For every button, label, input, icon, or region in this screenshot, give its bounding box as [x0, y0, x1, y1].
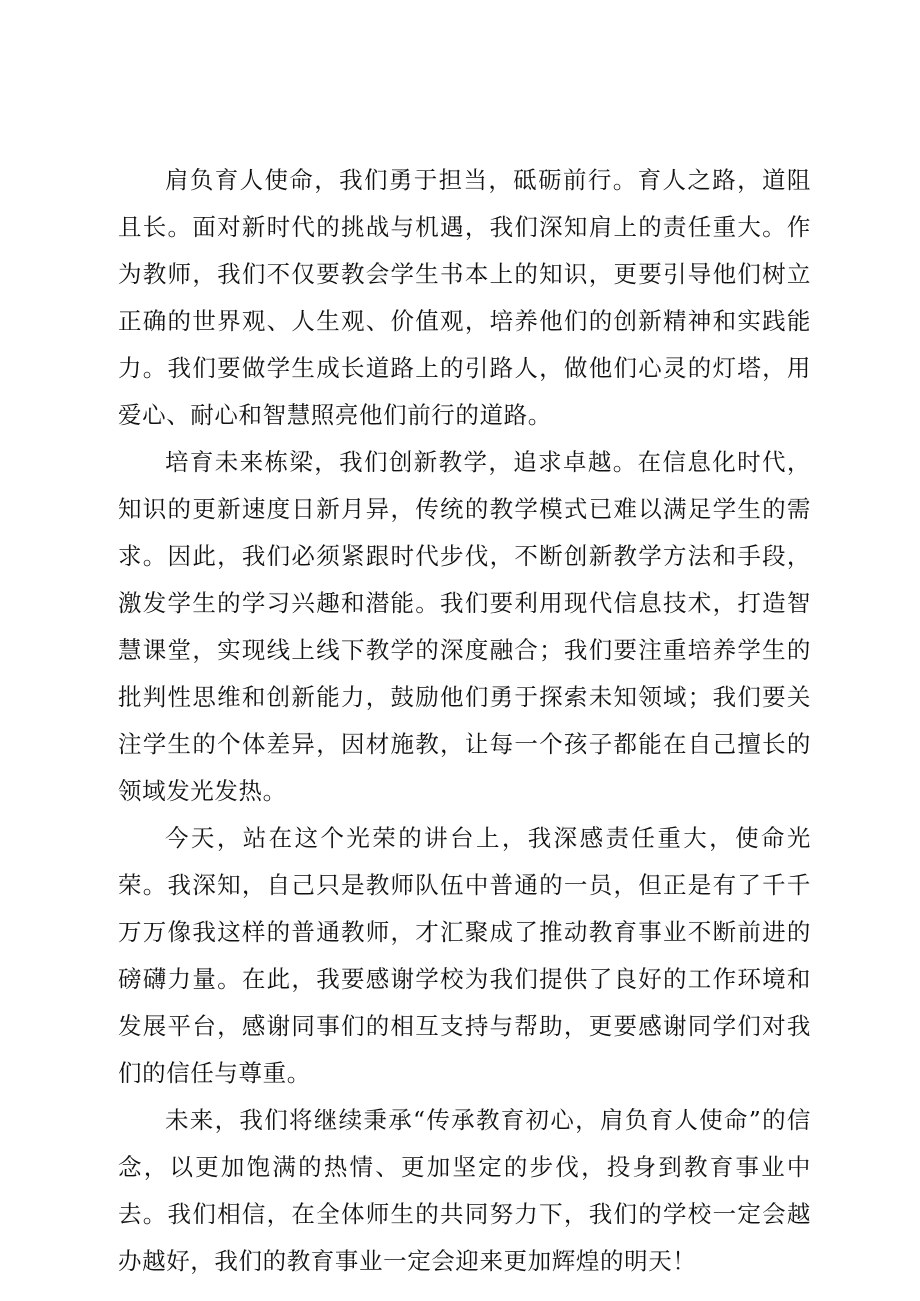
document-body	[118, 157, 811, 1285]
paragraph-gratitude: 今天，站在这个光荣的讲台上，我深感责任重大，使命光荣。我深知，自己只是教师队伍中普通的一员，但正是有了千千万万像我这样的普通教师，才汇聚成了推动教育事业不断前进的磅礴力量。在此，我要感谢学校为我们提供了良好的工作环境和发展平台，感谢同事们的相互支持与帮助，更要感谢同学们对我们的信任与尊重。	[118, 824, 811, 1087]
paragraph-future: 未来，我们将继续秉承“传承教育初心，肩负育人使命”的信念，以更加饱满的热情、更加坚定的步伐，投身到教育事业中去。我们相信，在全体师生的共同努力下，我们的学校一定会越办越好，我们的教育事业一定会迎来更加辉煌的明天！	[118, 1106, 811, 1275]
paragraph-innovation: 培育未来栋梁，我们创新教学，追求卓越。在信息化时代，知识的更新速度日新月异，传统的教学模式已难以满足学生的需求。因此，我们必须紧跟时代步伐，不断创新教学方法和手段，激发学生的学习兴趣和潜能。我们要利用现代信息技术，打造智慧课堂，实现线上线下教学的深度融合；我们要注重培养学生的批判性思维和创新能力，鼓励他们勇于探索未知领域；我们要关注学生的个体差异，因材施教，让每一个孩子都能在自己擅长的领域发光发热。	[118, 448, 811, 805]
paragraph-mission: 肩负育人使命，我们勇于担当，砥砺前行。育人之路，道阻且长。面对新时代的挑战与机遇，我们深知肩上的责任重大。作为教师，我们不仅要教会学生书本上的知识，更要引导他们树立正确的世界观、人生观、价值观，培养他们的创新精神和实践能力。我们要做学生成长道路上的引路人，做他们心灵的灯塔，用爱心、耐心和智慧照亮他们前行的道路。	[118, 166, 811, 429]
